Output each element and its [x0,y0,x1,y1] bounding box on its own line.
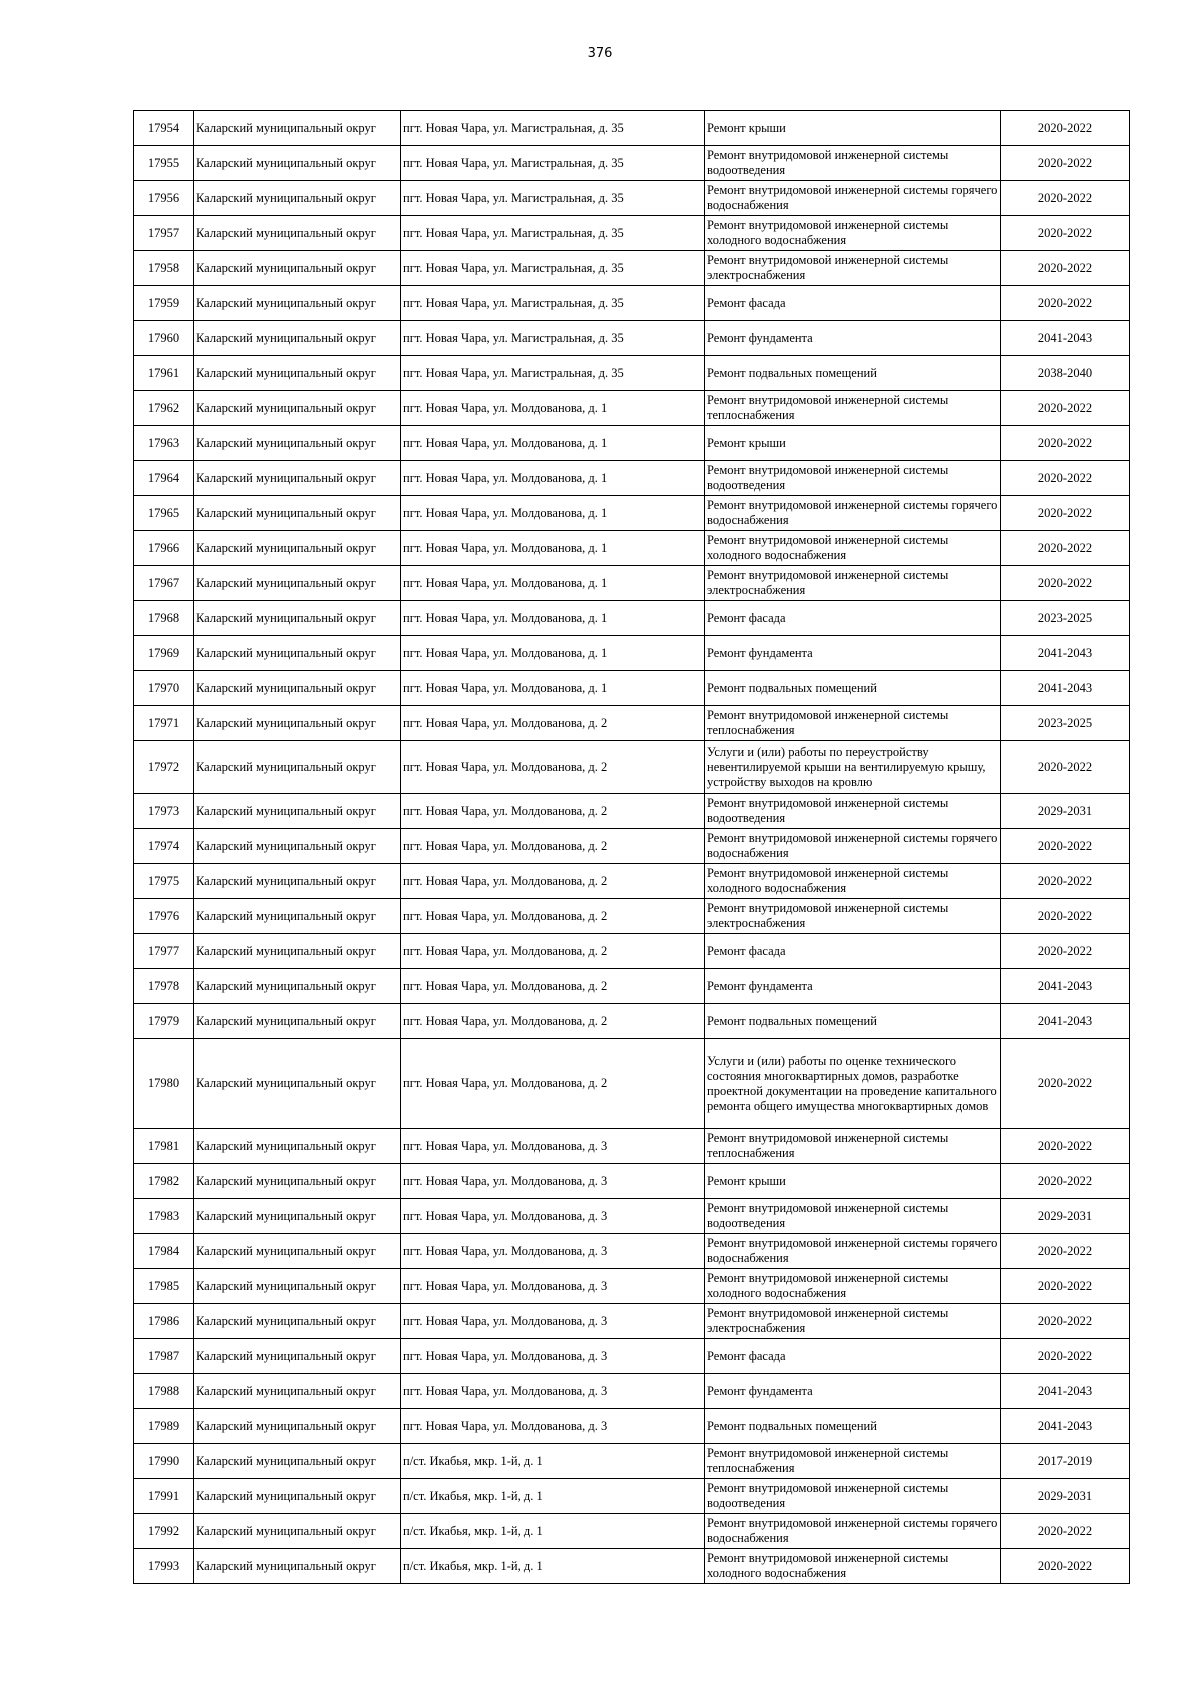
address-cell: пгт. Новая Чара, ул. Магистральная, д. 35 [401,216,705,251]
district-cell: Каларский муниципальный округ [194,566,401,601]
address-cell: пгт. Новая Чара, ул. Магистральная, д. 35 [401,321,705,356]
table-row [134,566,1130,601]
district-cell: Каларский муниципальный округ [194,864,401,899]
address-cell: пгт. Новая Чара, ул. Молдованова, д. 1 [401,426,705,461]
district-cell: Каларский муниципальный округ [194,426,401,461]
table-row [134,181,1130,216]
period-cell: 2020-2022 [1001,111,1130,146]
address-cell: пгт. Новая Чара, ул. Молдованова, д. 2 [401,706,705,741]
address-cell: пгт. Новая Чара, ул. Молдованова, д. 2 [401,829,705,864]
row-number-cell: 17966 [134,531,194,566]
work-type-cell: Ремонт подвальных помещений [705,356,1001,391]
address-cell: пгт. Новая Чара, ул. Молдованова, д. 2 [401,864,705,899]
work-type-cell: Ремонт внутридомовой инженерной системы горячего водоснабжения [705,1514,1001,1549]
district-cell: Каларский муниципальный округ [194,1304,401,1339]
work-type-cell: Ремонт внутридомовой инженерной системы горячего водоснабжения [705,1234,1001,1269]
work-type-cell: Ремонт крыши [705,1164,1001,1199]
table-row [134,636,1130,671]
period-cell: 2020-2022 [1001,216,1130,251]
address-cell: пгт. Новая Чара, ул. Молдованова, д. 3 [401,1269,705,1304]
district-cell: Каларский муниципальный округ [194,1234,401,1269]
work-type-cell: Ремонт внутридомовой инженерной системы теплоснабжения [705,391,1001,426]
work-type-cell: Услуги и (или) работы по переустройству невентилируемой крыши на вентилируемую крышу, устройству выходов на кровлю [705,741,1001,794]
row-number-cell: 17989 [134,1409,194,1444]
address-cell: пгт. Новая Чара, ул. Молдованова, д. 3 [401,1234,705,1269]
row-number-cell: 17993 [134,1549,194,1584]
period-cell: 2023-2025 [1001,706,1130,741]
period-cell: 2020-2022 [1001,461,1130,496]
address-cell: п/ст. Икабья, мкр. 1-й, д. 1 [401,1444,705,1479]
period-cell: 2029-2031 [1001,1199,1130,1234]
register-table [133,110,1130,1584]
address-cell: пгт. Новая Чара, ул. Молдованова, д. 2 [401,794,705,829]
table-row [134,741,1130,794]
work-type-cell: Ремонт внутридомовой инженерной системы холодного водоснабжения [705,864,1001,899]
address-cell: пгт. Новая Чара, ул. Молдованова, д. 2 [401,934,705,969]
register-table-body [134,111,1130,1584]
district-cell: Каларский муниципальный округ [194,286,401,321]
table-row [134,1004,1130,1039]
row-number-cell: 17972 [134,741,194,794]
period-cell: 2020-2022 [1001,566,1130,601]
period-cell: 2038-2040 [1001,356,1130,391]
row-number-cell: 17973 [134,794,194,829]
district-cell: Каларский муниципальный округ [194,216,401,251]
address-cell: пгт. Новая Чара, ул. Магистральная, д. 35 [401,181,705,216]
work-type-cell: Ремонт внутридомовой инженерной системы водоотведения [705,794,1001,829]
table-row [134,1129,1130,1164]
district-cell: Каларский муниципальный округ [194,146,401,181]
address-cell: пгт. Новая Чара, ул. Молдованова, д. 1 [401,601,705,636]
district-cell: Каларский муниципальный округ [194,1409,401,1444]
district-cell: Каларский муниципальный округ [194,934,401,969]
district-cell: Каларский муниципальный округ [194,1339,401,1374]
address-cell: пгт. Новая Чара, ул. Молдованова, д. 1 [401,496,705,531]
period-cell: 2020-2022 [1001,426,1130,461]
period-cell: 2041-2043 [1001,321,1130,356]
period-cell: 2029-2031 [1001,794,1130,829]
work-type-cell: Ремонт фасада [705,601,1001,636]
district-cell: Каларский муниципальный округ [194,1129,401,1164]
district-cell: Каларский муниципальный округ [194,1269,401,1304]
period-cell: 2020-2022 [1001,899,1130,934]
row-number-cell: 17977 [134,934,194,969]
row-number-cell: 17957 [134,216,194,251]
period-cell: 2020-2022 [1001,181,1130,216]
period-cell: 2023-2025 [1001,601,1130,636]
period-cell: 2020-2022 [1001,146,1130,181]
period-cell: 2020-2022 [1001,391,1130,426]
district-cell: Каларский муниципальный округ [194,1039,401,1129]
work-type-cell: Ремонт внутридомовой инженерной системы теплоснабжения [705,1129,1001,1164]
work-type-cell: Ремонт подвальных помещений [705,1409,1001,1444]
table-row [134,601,1130,636]
address-cell: пгт. Новая Чара, ул. Молдованова, д. 2 [401,741,705,794]
work-type-cell: Ремонт фундамента [705,969,1001,1004]
address-cell: пгт. Новая Чара, ул. Молдованова, д. 3 [401,1164,705,1199]
period-cell: 2020-2022 [1001,1164,1130,1199]
district-cell: Каларский муниципальный округ [194,706,401,741]
address-cell: пгт. Новая Чара, ул. Молдованова, д. 3 [401,1409,705,1444]
district-cell: Каларский муниципальный округ [194,1004,401,1039]
work-type-cell: Ремонт внутридомовой инженерной системы холодного водоснабжения [705,1549,1001,1584]
table-row [134,1234,1130,1269]
row-number-cell: 17979 [134,1004,194,1039]
period-cell: 2041-2043 [1001,1004,1130,1039]
work-type-cell: Ремонт фасада [705,1339,1001,1374]
work-type-cell: Ремонт внутридомовой инженерной системы электроснабжения [705,899,1001,934]
table-row [134,1269,1130,1304]
row-number-cell: 17981 [134,1129,194,1164]
table-row [134,356,1130,391]
row-number-cell: 17980 [134,1039,194,1129]
address-cell: пгт. Новая Чара, ул. Магистральная, д. 35 [401,146,705,181]
district-cell: Каларский муниципальный округ [194,356,401,391]
district-cell: Каларский муниципальный округ [194,601,401,636]
address-cell: пгт. Новая Чара, ул. Молдованова, д. 3 [401,1129,705,1164]
district-cell: Каларский муниципальный округ [194,1479,401,1514]
work-type-cell: Ремонт внутридомовой инженерной системы холодного водоснабжения [705,216,1001,251]
address-cell: пгт. Новая Чара, ул. Молдованова, д. 2 [401,1039,705,1129]
row-number-cell: 17985 [134,1269,194,1304]
row-number-cell: 17959 [134,286,194,321]
address-cell: пгт. Новая Чара, ул. Молдованова, д. 1 [401,461,705,496]
period-cell: 2020-2022 [1001,1039,1130,1129]
address-cell: пгт. Новая Чара, ул. Молдованова, д. 1 [401,566,705,601]
period-cell: 2020-2022 [1001,1339,1130,1374]
table-row [134,216,1130,251]
district-cell: Каларский муниципальный округ [194,1549,401,1584]
table-row [134,111,1130,146]
table-row [134,829,1130,864]
table-row [134,426,1130,461]
district-cell: Каларский муниципальный округ [194,251,401,286]
row-number-cell: 17962 [134,391,194,426]
address-cell: пгт. Новая Чара, ул. Магистральная, д. 35 [401,356,705,391]
row-number-cell: 17967 [134,566,194,601]
district-cell: Каларский муниципальный округ [194,794,401,829]
table-row [134,934,1130,969]
table-row [134,1039,1130,1129]
row-number-cell: 17974 [134,829,194,864]
period-cell: 2020-2022 [1001,934,1130,969]
address-cell: пгт. Новая Чара, ул. Молдованова, д. 3 [401,1199,705,1234]
row-number-cell: 17983 [134,1199,194,1234]
address-cell: пгт. Новая Чара, ул. Молдованова, д. 1 [401,531,705,566]
row-number-cell: 17971 [134,706,194,741]
work-type-cell: Ремонт фасада [705,286,1001,321]
table-row [134,706,1130,741]
period-cell: 2041-2043 [1001,636,1130,671]
work-type-cell: Ремонт внутридомовой инженерной системы горячего водоснабжения [705,829,1001,864]
row-number-cell: 17982 [134,1164,194,1199]
district-cell: Каларский муниципальный округ [194,1444,401,1479]
district-cell: Каларский муниципальный округ [194,496,401,531]
table-row [134,496,1130,531]
period-cell: 2020-2022 [1001,1269,1130,1304]
table-row [134,1409,1130,1444]
row-number-cell: 17960 [134,321,194,356]
work-type-cell: Ремонт внутридомовой инженерной системы горячего водоснабжения [705,181,1001,216]
table-row [134,1374,1130,1409]
period-cell: 2020-2022 [1001,741,1130,794]
district-cell: Каларский муниципальный округ [194,531,401,566]
work-type-cell: Ремонт внутридомовой инженерной системы холодного водоснабжения [705,1269,1001,1304]
work-type-cell: Ремонт внутридомовой инженерной системы электроснабжения [705,251,1001,286]
row-number-cell: 17958 [134,251,194,286]
table-row [134,1444,1130,1479]
period-cell: 2041-2043 [1001,969,1130,1004]
work-type-cell: Ремонт внутридомовой инженерной системы водоотведения [705,146,1001,181]
table-row [134,251,1130,286]
table-row [134,1164,1130,1199]
district-cell: Каларский муниципальный округ [194,391,401,426]
row-number-cell: 17961 [134,356,194,391]
table-row [134,899,1130,934]
period-cell: 2020-2022 [1001,286,1130,321]
row-number-cell: 17991 [134,1479,194,1514]
period-cell: 2020-2022 [1001,1549,1130,1584]
address-cell: пгт. Новая Чара, ул. Молдованова, д. 1 [401,391,705,426]
address-cell: пгт. Новая Чара, ул. Молдованова, д. 2 [401,899,705,934]
period-cell: 2020-2022 [1001,496,1130,531]
period-cell: 2020-2022 [1001,864,1130,899]
table-row [134,1199,1130,1234]
district-cell: Каларский муниципальный округ [194,321,401,356]
district-cell: Каларский муниципальный округ [194,969,401,1004]
period-cell: 2041-2043 [1001,671,1130,706]
table-row [134,321,1130,356]
row-number-cell: 17955 [134,146,194,181]
address-cell: пгт. Новая Чара, ул. Молдованова, д. 3 [401,1339,705,1374]
work-type-cell: Ремонт внутридомовой инженерной системы электроснабжения [705,1304,1001,1339]
work-type-cell: Ремонт внутридомовой инженерной системы теплоснабжения [705,706,1001,741]
table-row [134,1339,1130,1374]
table-row [134,1549,1130,1584]
table-row [134,794,1130,829]
row-number-cell: 17968 [134,601,194,636]
row-number-cell: 17954 [134,111,194,146]
work-type-cell: Ремонт фасада [705,934,1001,969]
row-number-cell: 17988 [134,1374,194,1409]
table-row [134,146,1130,181]
district-cell: Каларский муниципальный округ [194,741,401,794]
work-type-cell: Ремонт внутридомовой инженерной системы водоотведения [705,461,1001,496]
address-cell: пгт. Новая Чара, ул. Магистральная, д. 35 [401,111,705,146]
work-type-cell: Ремонт подвальных помещений [705,671,1001,706]
address-cell: п/ст. Икабья, мкр. 1-й, д. 1 [401,1514,705,1549]
row-number-cell: 17964 [134,461,194,496]
period-cell: 2020-2022 [1001,1234,1130,1269]
address-cell: п/ст. Икабья, мкр. 1-й, д. 1 [401,1549,705,1584]
address-cell: пгт. Новая Чара, ул. Магистральная, д. 35 [401,251,705,286]
district-cell: Каларский муниципальный округ [194,461,401,496]
district-cell: Каларский муниципальный округ [194,1199,401,1234]
row-number-cell: 17970 [134,671,194,706]
address-cell: пгт. Новая Чара, ул. Молдованова, д. 1 [401,671,705,706]
work-type-cell: Ремонт внутридомовой инженерной системы электроснабжения [705,566,1001,601]
period-cell: 2041-2043 [1001,1409,1130,1444]
table-row [134,1514,1130,1549]
district-cell: Каларский муниципальный округ [194,899,401,934]
row-number-cell: 17963 [134,426,194,461]
period-cell: 2017-2019 [1001,1444,1130,1479]
work-type-cell: Услуги и (или) работы по оценке технического состояния многоквартирных домов, разработке проектной документации на проведение капитального ремонта общего имущества многоквартирных домов [705,1039,1001,1129]
row-number-cell: 17969 [134,636,194,671]
work-type-cell: Ремонт фундамента [705,1374,1001,1409]
district-cell: Каларский муниципальный округ [194,1514,401,1549]
district-cell: Каларский муниципальный округ [194,671,401,706]
period-cell: 2020-2022 [1001,1304,1130,1339]
work-type-cell: Ремонт подвальных помещений [705,1004,1001,1039]
work-type-cell: Ремонт крыши [705,111,1001,146]
address-cell: пгт. Новая Чара, ул. Молдованова, д. 3 [401,1374,705,1409]
work-type-cell: Ремонт фундамента [705,636,1001,671]
row-number-cell: 17990 [134,1444,194,1479]
period-cell: 2020-2022 [1001,829,1130,864]
row-number-cell: 17984 [134,1234,194,1269]
district-cell: Каларский муниципальный округ [194,111,401,146]
row-number-cell: 17987 [134,1339,194,1374]
address-cell: п/ст. Икабья, мкр. 1-й, д. 1 [401,1479,705,1514]
work-type-cell: Ремонт внутридомовой инженерной системы холодного водоснабжения [705,531,1001,566]
work-type-cell: Ремонт крыши [705,426,1001,461]
table-row [134,1479,1130,1514]
table-row [134,391,1130,426]
period-cell: 2029-2031 [1001,1479,1130,1514]
table-row [134,461,1130,496]
period-cell: 2041-2043 [1001,1374,1130,1409]
period-cell: 2020-2022 [1001,531,1130,566]
address-cell: пгт. Новая Чара, ул. Молдованова, д. 3 [401,1304,705,1339]
address-cell: пгт. Новая Чара, ул. Молдованова, д. 1 [401,636,705,671]
table-row [134,969,1130,1004]
period-cell: 2020-2022 [1001,1514,1130,1549]
work-type-cell: Ремонт фундамента [705,321,1001,356]
district-cell: Каларский муниципальный округ [194,181,401,216]
table-row [134,531,1130,566]
address-cell: пгт. Новая Чара, ул. Магистральная, д. 35 [401,286,705,321]
row-number-cell: 17956 [134,181,194,216]
district-cell: Каларский муниципальный округ [194,829,401,864]
district-cell: Каларский муниципальный округ [194,1164,401,1199]
period-cell: 2020-2022 [1001,1129,1130,1164]
table-row [134,671,1130,706]
table-row [134,864,1130,899]
row-number-cell: 17978 [134,969,194,1004]
district-cell: Каларский муниципальный округ [194,636,401,671]
row-number-cell: 17992 [134,1514,194,1549]
table-row [134,286,1130,321]
address-cell: пгт. Новая Чара, ул. Молдованова, д. 2 [401,969,705,1004]
row-number-cell: 17965 [134,496,194,531]
row-number-cell: 17986 [134,1304,194,1339]
work-type-cell: Ремонт внутридомовой инженерной системы горячего водоснабжения [705,496,1001,531]
table-row [134,1304,1130,1339]
address-cell: пгт. Новая Чара, ул. Молдованова, д. 2 [401,1004,705,1039]
row-number-cell: 17975 [134,864,194,899]
work-type-cell: Ремонт внутридомовой инженерной системы водоотведения [705,1479,1001,1514]
work-type-cell: Ремонт внутридомовой инженерной системы теплоснабжения [705,1444,1001,1479]
row-number-cell: 17976 [134,899,194,934]
work-type-cell: Ремонт внутридомовой инженерной системы водоотведения [705,1199,1001,1234]
district-cell: Каларский муниципальный округ [194,1374,401,1409]
page-number: 376 [587,46,613,61]
period-cell: 2020-2022 [1001,251,1130,286]
